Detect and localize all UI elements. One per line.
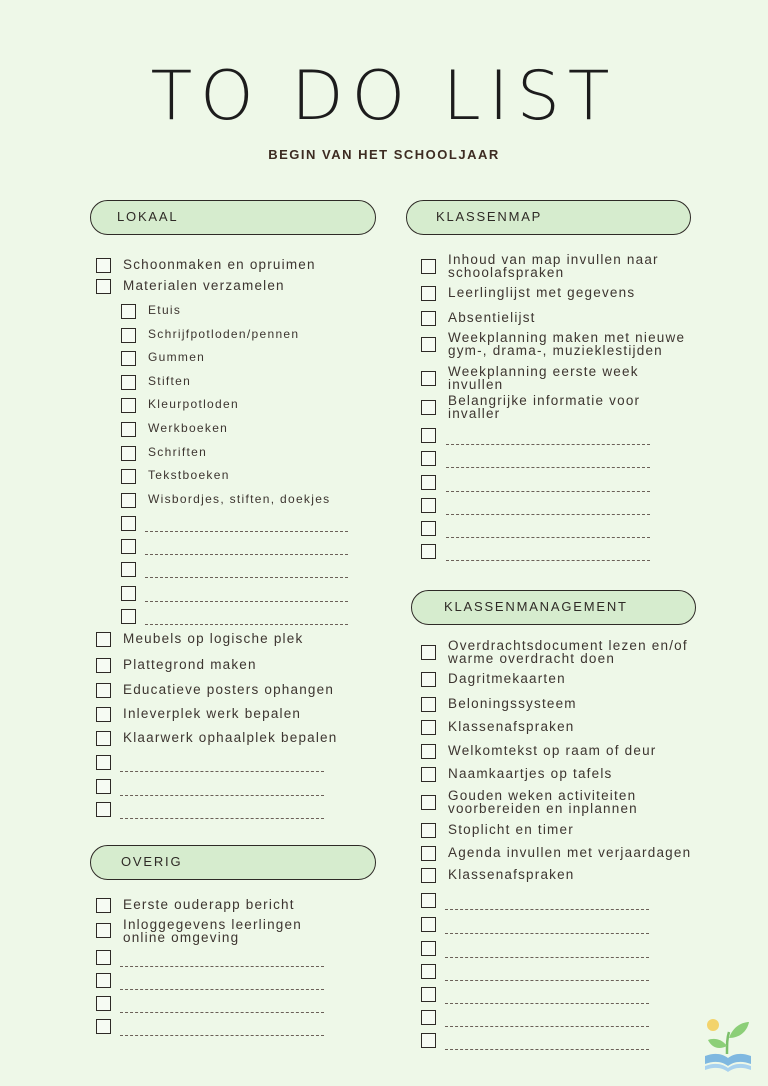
checkbox[interactable] [421, 645, 436, 660]
checklist-item[interactable]: Plattegrond maken [96, 658, 376, 673]
blank-checkbox[interactable] [421, 544, 436, 559]
checkbox[interactable] [96, 707, 111, 722]
plant-book-icon [703, 1016, 753, 1072]
checklist-item[interactable]: Beloningssysteem [421, 697, 711, 712]
checkbox[interactable] [121, 422, 136, 437]
checklist-subitem[interactable]: Schriften [121, 446, 371, 461]
blank-checkbox[interactable] [421, 893, 436, 908]
checklist-subitem[interactable]: Etuis [121, 304, 371, 319]
blank-checkbox[interactable] [96, 1019, 111, 1034]
blank-checkbox[interactable] [96, 950, 111, 965]
checkbox[interactable] [121, 328, 136, 343]
checkbox[interactable] [421, 795, 436, 810]
blank-line[interactable] [446, 537, 650, 538]
blank-checkbox[interactable] [421, 941, 436, 956]
blank-line[interactable] [120, 989, 324, 990]
blank-line[interactable] [120, 795, 324, 796]
checkbox[interactable] [96, 683, 111, 698]
checkbox[interactable] [121, 375, 136, 390]
blank-checkbox[interactable] [96, 973, 111, 988]
checklist-item[interactable]: Inhoud van map invullen naar schoolafspraken [421, 253, 711, 279]
blank-checkbox[interactable] [421, 987, 436, 1002]
checklist-subitem[interactable]: Tekstboeken [121, 469, 371, 484]
blank-line[interactable] [446, 560, 650, 561]
blank-line[interactable] [445, 1049, 649, 1050]
page-title: TO DO LIST [150, 57, 618, 136]
blank-checkbox[interactable] [421, 917, 436, 932]
checklist-item[interactable]: Educatieve posters ophangen [96, 683, 376, 698]
checkbox[interactable] [421, 744, 436, 759]
blank-checkbox[interactable] [121, 586, 136, 601]
blank-line[interactable] [145, 531, 348, 532]
checkbox[interactable] [421, 286, 436, 301]
checklist-item[interactable]: Agenda invullen met verjaardagen [421, 846, 741, 861]
checklist-subitem[interactable]: Kleurpotloden [121, 398, 371, 413]
checklist-item[interactable]: Schoonmaken en opruimen [96, 258, 376, 273]
checkbox[interactable] [421, 868, 436, 883]
checklist-item[interactable]: Klaarwerk ophaalplek bepalen [96, 731, 376, 746]
blank-checkbox[interactable] [421, 498, 436, 513]
blank-line[interactable] [120, 818, 324, 819]
checklist-item[interactable]: Meubels op logische plek [96, 632, 376, 647]
checkbox[interactable] [96, 658, 111, 673]
checklist-item[interactable]: Absentielijst [421, 311, 711, 326]
checklist-item[interactable]: Inleverplek werk bepalen [96, 707, 376, 722]
checkbox[interactable] [421, 371, 436, 386]
checklist-item[interactable]: Overdrachtsdocument lezen en/of warme overdracht doen [421, 639, 711, 665]
checkbox[interactable] [121, 398, 136, 413]
checkbox[interactable] [96, 731, 111, 746]
blank-checkbox[interactable] [121, 539, 136, 554]
blank-checkbox[interactable] [96, 755, 111, 770]
blank-checkbox[interactable] [96, 802, 111, 817]
blank-checkbox[interactable] [96, 779, 111, 794]
section-heading-overig: OVERIG [90, 845, 376, 880]
blank-line[interactable] [445, 1003, 649, 1004]
checklist-subitem[interactable]: Gummen [121, 351, 371, 366]
checkbox[interactable] [421, 337, 436, 352]
checkbox[interactable] [96, 898, 111, 913]
checkbox[interactable] [421, 823, 436, 838]
checklist-item[interactable]: Belangrijke informatie voor invaller [421, 394, 671, 420]
checklist-item[interactable]: Gouden weken activiteiten voorbereiden en inplannen [421, 789, 711, 815]
blank-checkbox[interactable] [96, 996, 111, 1011]
checklist-subitem[interactable]: Wisbordjes, stiften, doekjes [121, 493, 371, 508]
checkbox[interactable] [421, 767, 436, 782]
checkbox[interactable] [421, 672, 436, 687]
checkbox[interactable] [121, 493, 136, 508]
checkbox[interactable] [96, 258, 111, 273]
blank-line[interactable] [446, 514, 650, 515]
blank-checkbox[interactable] [421, 451, 436, 466]
checkbox[interactable] [96, 279, 111, 294]
page-subtitle: BEGIN VAN HET SCHOOLJAAR [268, 147, 500, 162]
checklist-item[interactable]: Klassenafspraken [421, 868, 711, 883]
checkbox[interactable] [421, 697, 436, 712]
checkbox[interactable] [96, 632, 111, 647]
checklist-subitem[interactable]: Werkboeken [121, 422, 371, 437]
checkbox[interactable] [121, 304, 136, 319]
blank-line[interactable] [446, 467, 650, 468]
checklist-item[interactable]: Weekplanning eerste week invullen [421, 365, 671, 391]
checkbox[interactable] [121, 351, 136, 366]
blank-line[interactable] [120, 1035, 324, 1036]
blank-line[interactable] [445, 957, 649, 958]
blank-line[interactable] [446, 491, 650, 492]
blank-line[interactable] [120, 1012, 324, 1013]
blank-line[interactable] [120, 966, 324, 967]
checklist-item[interactable]: Materialen verzamelen [96, 279, 376, 294]
checkbox[interactable] [121, 469, 136, 484]
blank-line[interactable] [445, 1026, 649, 1027]
checkbox[interactable] [421, 311, 436, 326]
blank-checkbox[interactable] [421, 428, 436, 443]
blank-line[interactable] [445, 909, 649, 910]
checkbox[interactable] [96, 923, 111, 938]
blank-checkbox[interactable] [421, 1033, 436, 1048]
checklist-item[interactable]: Dagritmekaarten [421, 672, 711, 687]
blank-line[interactable] [445, 933, 649, 934]
blank-line[interactable] [120, 771, 324, 772]
blank-checkbox[interactable] [121, 562, 136, 577]
checklist-item[interactable]: Leerlinglijst met gegevens [421, 286, 711, 301]
blank-checkbox[interactable] [421, 475, 436, 490]
checklist-item[interactable]: Inloggegevens leerlingen online omgeving [96, 918, 326, 944]
blank-line[interactable] [145, 554, 348, 555]
checkbox[interactable] [121, 446, 136, 461]
checklist-item[interactable]: Naamkaartjes op tafels [421, 767, 711, 782]
blank-line[interactable] [145, 624, 348, 625]
checklist-item[interactable]: Welkomtekst op raam of deur [421, 744, 711, 759]
checklist-item[interactable]: Stoplicht en timer [421, 823, 711, 838]
blank-checkbox[interactable] [121, 609, 136, 624]
section-heading-klassenmanagement: KLASSENMANAGEMENT [411, 590, 696, 625]
checklist-item[interactable]: Klassenafspraken [421, 720, 711, 735]
checkbox[interactable] [421, 400, 436, 415]
checkbox[interactable] [421, 720, 436, 735]
checklist-item[interactable]: Eerste ouderapp bericht [96, 898, 376, 913]
blank-checkbox[interactable] [421, 521, 436, 536]
checkbox[interactable] [421, 259, 436, 274]
blank-line[interactable] [446, 444, 650, 445]
blank-checkbox[interactable] [421, 1010, 436, 1025]
checklist-subitem[interactable]: Stiften [121, 375, 371, 390]
checkbox[interactable] [421, 846, 436, 861]
section-heading-lokaal: LOKAAL [90, 200, 376, 235]
checklist-subitem[interactable]: Schrijfpotloden/pennen [121, 328, 371, 343]
section-heading-klassenmap: KLASSENMAP [406, 200, 691, 235]
blank-checkbox[interactable] [421, 964, 436, 979]
blank-checkbox[interactable] [121, 516, 136, 531]
blank-line[interactable] [145, 577, 348, 578]
blank-line[interactable] [445, 980, 649, 981]
blank-line[interactable] [145, 601, 348, 602]
checklist-item[interactable]: Weekplanning maken met nieuwe gym-, drama-, muzieklestijden [421, 331, 711, 357]
